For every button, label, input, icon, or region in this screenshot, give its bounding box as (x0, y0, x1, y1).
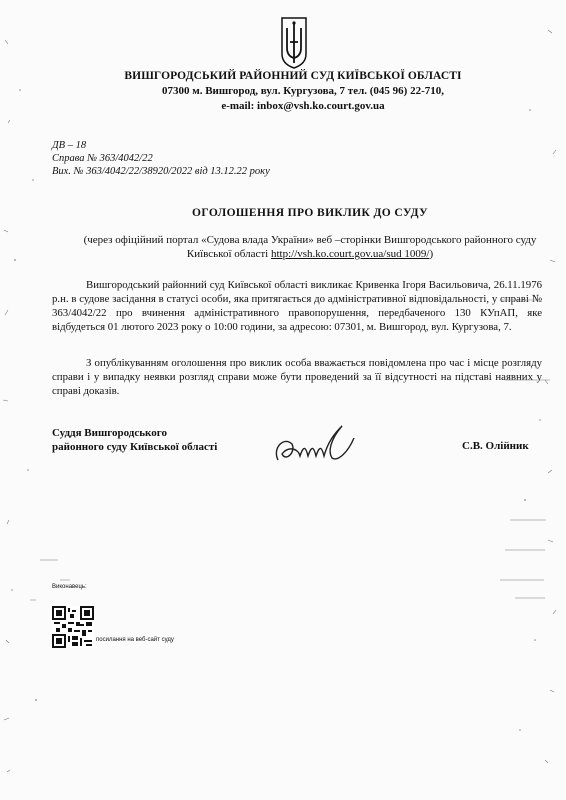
judge-title (52, 426, 217, 454)
judge-name: С.В. Олійник (462, 440, 529, 452)
executor-label: Виконавець: (52, 584, 87, 590)
outgoing-number: Вих. № 363/4042/22/38920/2022 від 13.12.22 року (52, 166, 270, 177)
notice-paragraph: З опублікуванням оголошення про виклик особа вважається повідомлена про час і місце розгляду справи і у випадку неявки розгляд справи може бути проведений за її відсутності на підставі наявних у справі доказів. (52, 357, 542, 397)
court-address: 07300 м. Вишгород, вул. Кургузова, 7 тел. (045 96) 22-710, (161, 85, 445, 97)
document-subtitle (70, 233, 550, 261)
court-email: e-mail: inbox@vsh.ko.court.gov.ua (221, 100, 385, 112)
subtitle-closing: ) (429, 248, 434, 260)
document-title: ОГОЛОШЕННЯ ПРО ВИКЛИК ДО СУДУ (192, 207, 428, 219)
document-code: ДВ – 18 (52, 140, 87, 151)
qr-code-icon[interactable] (52, 606, 94, 648)
handwritten-signature (270, 418, 360, 473)
website-link-note: посилання на веб-сайт суду (96, 637, 174, 643)
trident-emblem-icon (276, 14, 312, 70)
subtitle-text: (через офіційний портал «Судова влада України» веб –сторінки Вишгородського районного суду Київської області (83, 234, 537, 260)
judge-title-line2: районного суду Київської області (52, 441, 218, 453)
judge-title-line1: Суддя Вишгородського (52, 427, 167, 439)
case-number: Справа № 363/4042/22 (52, 153, 153, 164)
court-website-link[interactable]: http://vsh.ko.court.gov.ua/sud 1009/ (270, 248, 430, 260)
summons-paragraph: Вишгородський районний суд Київської області викликає Кривенка Ігоря Васильовича, 26.11.1976 р.н. в судове засідання в статусі особи, яка притягається до адміністративної відповідальності, у справі № 363/4042/22 про вчинення адміністративного правопорушення, передбаченого 130 КУпАП, яке відбудеться 01 лютого 2023 року о 10:00 години, за адресою: 07301, м. Вишгород, вул. Кургузова, 7. (52, 279, 542, 333)
court-name: ВИШГОРОДСЬКИЙ РАЙОННИЙ СУД КИЇВСЬКОЇ ОБЛАСТІ (124, 70, 462, 82)
